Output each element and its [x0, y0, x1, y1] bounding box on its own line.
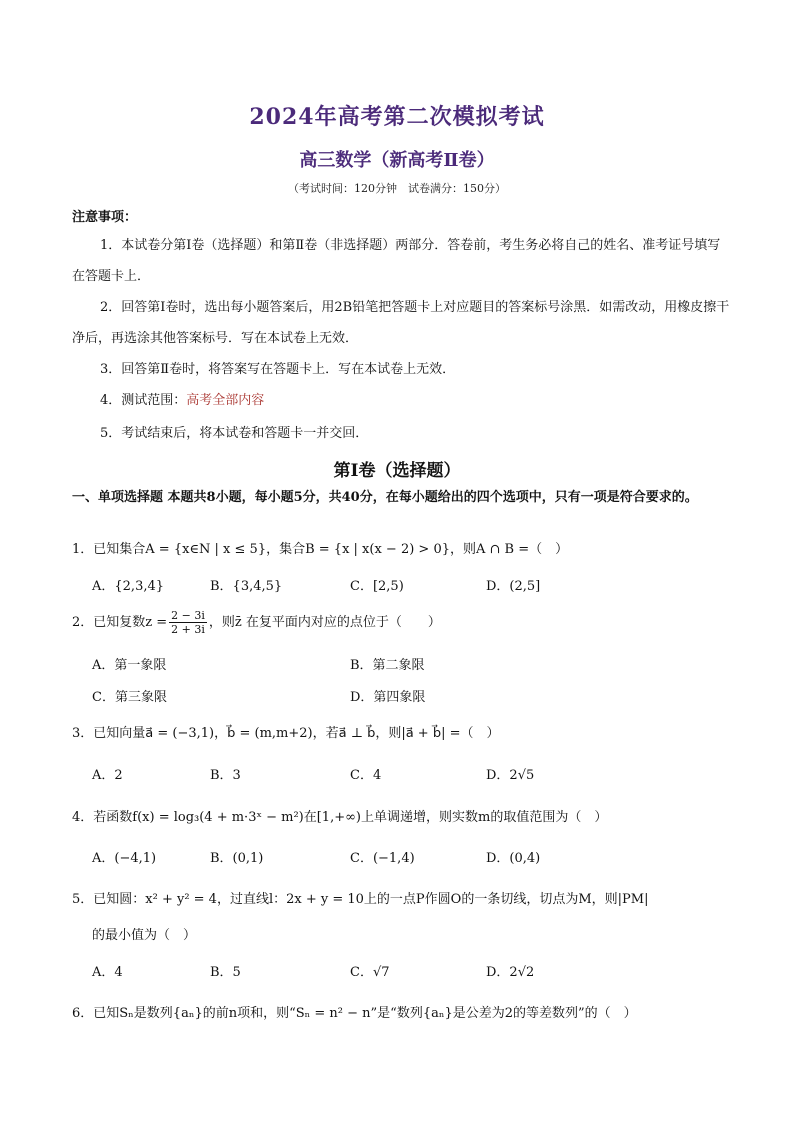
fraction-numerator: 2 − 3i: [171, 609, 205, 622]
question-3-stem: 3．已知向量a⃗ = (−3,1)，b⃗ = (m,m+2)，若a⃗ ⊥ b⃗，则|a⃗ + b⃗| =（ ）: [72, 726, 500, 741]
notice-item-4: [72, 385, 732, 416]
question-1-option-b: B．{3,4,5}: [210, 579, 283, 594]
exam-time-info: （考试时间：120分钟 试卷满分：150分）: [288, 182, 506, 195]
question-1-option-d: D．(2,5]: [486, 579, 541, 594]
exam-title: 2024年高考第二次模拟考试: [249, 104, 545, 130]
exam-subtitle: 高三数学（新高考Ⅱ卷）: [299, 150, 495, 171]
question-4-option-a: A．(−4,1): [92, 851, 157, 866]
question-2-prefix: 2．已知复数z =: [72, 615, 168, 630]
section-title: 第Ⅰ卷（选择题）: [333, 461, 461, 481]
question-3-option-a: A．2: [92, 768, 123, 783]
section-intro: 一、单项选择题 本题共8小题，每小题5分，共40分，在每小题给出的四个选项中，只有一项是符合要求的。: [72, 490, 698, 505]
notice-item-5: 5．考试结束后，将本试卷和答题卡一并交回．: [100, 426, 369, 441]
question-2-fraction: [169, 609, 207, 636]
notice-item-3: 3．回答第Ⅱ卷时，将答案写在答题卡上．写在本试卷上无效．: [100, 362, 456, 377]
test-scope: 高考全部内容: [186, 393, 265, 408]
question-3-option-d: D．2√5: [486, 768, 535, 783]
question-4-stem: 4．若函数f(x) = log₃(4 + m·3ˣ − m²)在[1,+∞)上单调递增，则实数m的取值范围为（ ）: [72, 810, 608, 825]
question-2-option-a: A．第一象限: [92, 658, 167, 673]
question-1-option-c: C．[2,5): [350, 579, 404, 594]
fraction-denominator: 2 + 3i: [171, 623, 205, 636]
notice-heading: 注意事项：: [72, 210, 138, 225]
question-5-stem-line-1: 5．已知圆：x² + y² = 4，过直线l：2x + y = 10上的一点P作圆O的一条切线，切点为M，则|PM|: [72, 892, 649, 907]
question-1-option-a: A．{2,3,4}: [92, 579, 165, 594]
notice-item-1: 1．本试卷分第Ⅰ卷（选择题）和第Ⅱ卷（非选择题）两部分．答卷前，考生务必将自己的姓名、准考证号填写在答题卡上．: [72, 238, 721, 284]
question-2-option-d: D．第四象限: [350, 690, 426, 705]
question-2-option-c: C．第三象限: [92, 690, 167, 705]
question-4-option-d: D．(0,4): [486, 851, 541, 866]
question-3-option-c: C．4: [350, 768, 382, 783]
question-1-stem: 1．已知集合A = {x∈N | x ≤ 5}，集合B = {x | x(x − 2) > 0}，则A ∩ B =（ ）: [72, 542, 569, 557]
notice-item-4-label: 4．测试范围：: [100, 393, 187, 408]
question-5-option-c: C．√7: [350, 965, 390, 980]
question-6-stem: 6．已知Sₙ是数列{aₙ}的前n项和，则“Sₙ = n² − n”是“数列{aₙ}是公差为2的等差数列”的（ ）: [72, 1006, 637, 1021]
question-4-option-b: B．(0,1): [210, 851, 264, 866]
question-2-stem: [72, 608, 441, 638]
question-2-option-b: B．第二象限: [350, 658, 425, 673]
notice-item-2: 2．回答第Ⅰ卷时，选出每小题答案后，用2B铅笔把答题卡上对应题目的答案标号涂黑．如需改动，用橡皮擦干净后，再选涂其他答案标号．写在本试卷上无效．: [72, 300, 730, 346]
question-2-suffix: ，则z̄ 在复平面内对应的点位于（ ）: [208, 615, 441, 630]
question-5-option-b: B．5: [210, 965, 241, 980]
question-5-option-d: D．2√2: [486, 965, 535, 980]
question-5-option-a: A．4: [92, 965, 123, 980]
question-5-stem-line-2: 的最小值为（ ）: [92, 928, 197, 943]
question-4-option-c: C．(−1,4): [350, 851, 415, 866]
question-3-option-b: B．3: [210, 768, 241, 783]
